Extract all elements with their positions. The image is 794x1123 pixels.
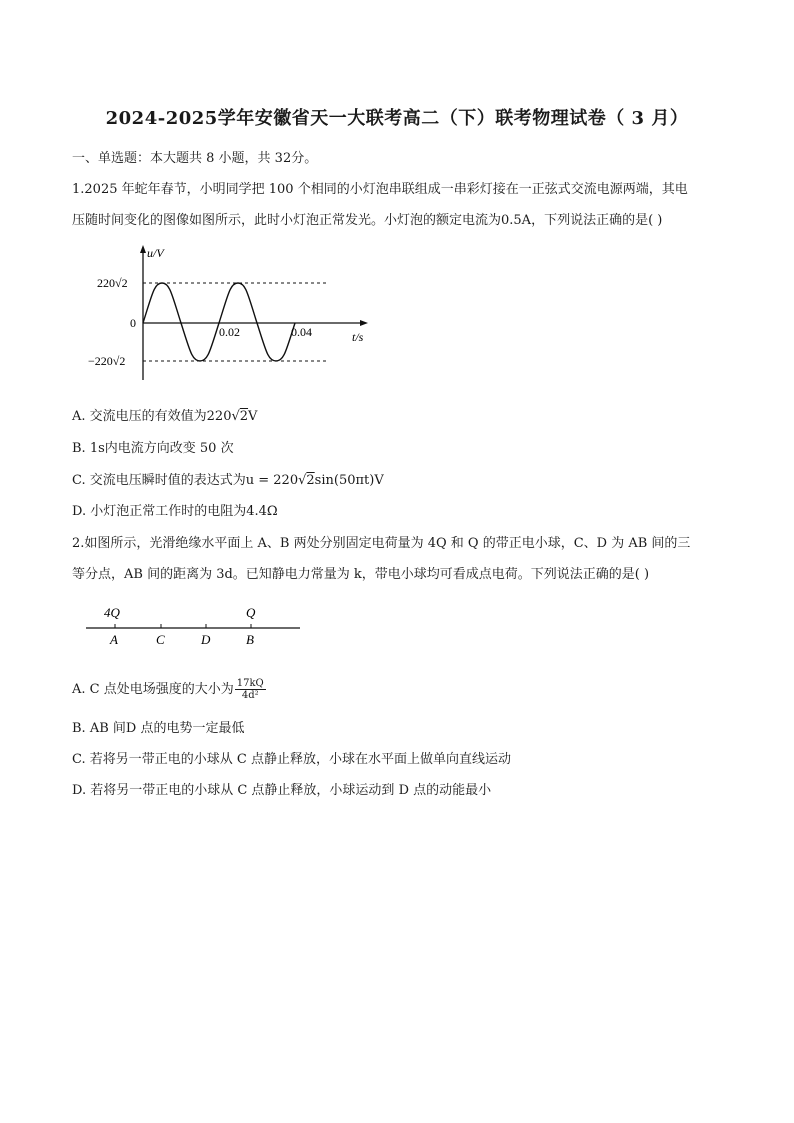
q2-option-c[interactable]: C. 若将另一带正电的小球从 C 点静止释放，小球在水平面上做单向直线运动 — [72, 752, 511, 767]
q2-option-a[interactable] — [72, 678, 266, 701]
y-max-label: 220√2 — [97, 276, 128, 290]
q2-option-a-prefix: A. C 点处电场强度的大小为 — [72, 682, 234, 697]
point-b-label: B — [246, 632, 254, 647]
y-axis-arrow — [140, 245, 146, 253]
point-a-label: A — [110, 632, 118, 647]
q2-stem-line2: 等分点，AB 间的距离为 3d。已知静电力常量为 k，带电小球均可看成点电荷。下列说法正确的是( ) — [72, 567, 650, 582]
x-tick-2-label: 0.04 — [291, 325, 312, 339]
q1-option-a-root: 2 — [239, 409, 249, 424]
q2-option-b[interactable]: B. AB 间D 点的电势一定最低 — [72, 721, 245, 736]
q2-option-a-fraction — [235, 678, 266, 701]
q2-charges-figure — [84, 600, 306, 652]
q1-option-c[interactable] — [72, 469, 384, 488]
sine-curve — [143, 283, 295, 361]
fraction-numerator: 17kQ — [236, 678, 264, 689]
q1-option-c-suffix: sin(50πt)V — [314, 473, 384, 488]
charge-b-label: Q — [246, 605, 256, 620]
q1-sine-wave-figure — [86, 240, 376, 385]
q1-option-a[interactable] — [72, 405, 257, 424]
q1-option-a-prefix: A. 交流电压的有效值为220 — [72, 409, 232, 424]
q1-option-c-prefix: C. 交流电压瞬时值的表达式为u = 220 — [72, 473, 299, 488]
origin-label: 0 — [130, 316, 136, 330]
point-d-label: D — [201, 632, 211, 647]
q1-option-d[interactable]: D. 小灯泡正常工作时的电阻为4.4Ω — [72, 504, 278, 519]
sqrt-symbol: √ — [298, 473, 307, 488]
q1-option-c-root: 2 — [306, 473, 315, 488]
y-min-label: −220√2 — [88, 354, 126, 368]
q1-option-a-suffix: V — [248, 409, 258, 424]
x-tick-1-label: 0.02 — [219, 325, 240, 339]
x-axis-label: t/s — [352, 330, 364, 344]
page-title: 2024-2025学年安徽省天一大联考高二（下）联考物理试卷（ 3 月） — [105, 108, 689, 129]
q1-stem-line1: 1.2025 年蛇年春节，小明同学把 100 个相同的小灯泡串联组成一串彩灯接在一正弦式交流电源两端，其电 — [72, 182, 688, 197]
q2-stem-line1: 2.如图所示，光滑绝缘水平面上 A、B 两处分别固定电荷量为 4Q 和 Q 的带正电小球，C、D 为 AB 间的三 — [72, 536, 691, 551]
q2-option-d[interactable]: D. 若将另一带正电的小球从 C 点静止释放，小球运动到 D 点的动能最小 — [72, 783, 492, 798]
fraction-denominator: 4d² — [241, 690, 259, 701]
point-c-label: C — [156, 632, 165, 647]
q1-option-b[interactable]: B. 1s内电流方向改变 50 次 — [72, 441, 234, 456]
sqrt-symbol: √ — [231, 409, 240, 424]
y-axis-label: u/V — [147, 246, 164, 260]
x-axis-arrow — [360, 320, 368, 326]
charge-a-label: 4Q — [104, 605, 120, 620]
q1-stem-line2: 压随时间变化的图像如图所示，此时小灯泡正常发光。小灯泡的额定电流为0.5A，下列说法正确的是( ) — [72, 213, 663, 228]
section-header: 一、单选题：本大题共 8 小题，共 32分。 — [72, 151, 318, 166]
